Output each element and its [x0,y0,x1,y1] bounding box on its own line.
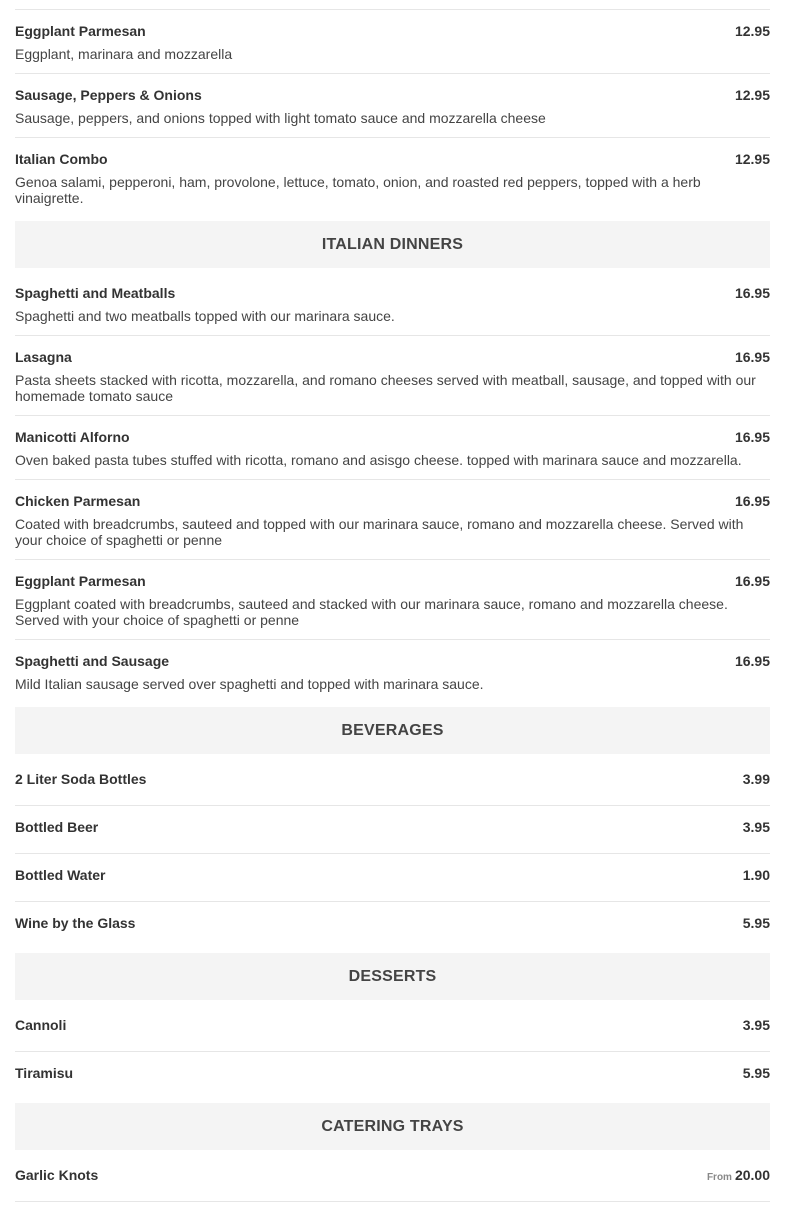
menu-item [15,854,770,902]
item-price: 16.95 [734,429,770,445]
menu-item [15,1150,770,1202]
item-price: 16.95 [734,349,770,365]
item-price: 5.95 [742,1065,770,1081]
menu-item [15,1052,770,1103]
item-name: Lasagna [15,349,72,365]
item-description: Spaghetti and two meatballs topped with our marinara sauce. [15,308,395,324]
item-name: Eggplant Parmesan [15,23,146,39]
item-name: Cannoli [15,1017,67,1033]
item-price: 3.99 [742,771,770,787]
menu-section [15,221,770,707]
item-name: Chicken Parmesan [15,493,141,509]
menu-item [15,902,770,953]
item-name: Garlic Knots [15,1167,99,1183]
item-name: Eggplant Parmesan [15,573,146,589]
item-price: 1.90 [742,867,770,883]
item-name: 2 Liter Soda Bottles [15,771,147,787]
menu-item [15,336,770,416]
section-header: BEVERAGES [15,707,770,754]
item-name: Wine by the Glass [15,915,136,931]
item-name: Manicotti Alforno [15,429,130,445]
menu-item [15,754,770,806]
menu-item [15,416,770,480]
item-description: Genoa salami, pepperoni, ham, provolone, lettuce, tomato, onion, and roasted red peppers, topped with a herb vinaigrette. [15,174,701,206]
item-name: Tiramisu [15,1065,74,1081]
menu-item [15,560,770,640]
menu-section [15,10,770,221]
menu-item [15,480,770,560]
menu-item [15,1000,770,1052]
price-prefix: From [706,1172,732,1183]
section-header: DESSERTS [15,953,770,1000]
menu [15,9,770,1202]
menu-item [15,806,770,854]
item-price: 3.95 [742,819,770,835]
item-price: 12.95 [734,151,770,167]
item-name: Spaghetti and Meatballs [15,285,176,301]
item-price-group [707,1167,770,1186]
item-description: Eggplant coated with breadcrumbs, sauteed and stacked with our marinara sauce, romano and mozzarella cheese. Served with your choice of spaghetti or penne [15,596,728,628]
menu-item [15,640,770,707]
item-description: Sausage, peppers, and onions topped with light tomato sauce and mozzarella cheese [15,110,546,126]
item-price: 12.95 [734,87,770,103]
item-description: Eggplant, marinara and mozzarella [15,46,233,62]
item-name: Italian Combo [15,151,108,167]
item-price: 3.95 [742,1017,770,1033]
item-price: 16.95 [734,653,770,669]
item-price: 16.95 [734,285,770,301]
item-name: Sausage, Peppers & Onions [15,87,202,103]
item-description: Coated with breadcrumbs, sauteed and topped with our marinara sauce, romano and mozzarella cheese. Served with your choice of spaghetti or penne [15,516,744,548]
menu-item [15,268,770,336]
item-name: Bottled Water [15,867,106,883]
item-price: 16.95 [734,573,770,589]
menu-section [15,707,770,953]
item-price: 16.95 [734,493,770,509]
item-name: Bottled Beer [15,819,99,835]
item-description: Oven baked pasta tubes stuffed with ricotta, romano and asisgo cheese. topped with marinara sauce and mozzarella. [15,452,742,468]
section-header: ITALIAN DINNERS [15,221,770,268]
menu-section [15,953,770,1103]
item-description: Mild Italian sausage served over spaghetti and topped with marinara sauce. [15,676,484,692]
item-price: 12.95 [734,23,770,39]
item-name: Spaghetti and Sausage [15,653,170,669]
item-price: 5.95 [742,915,770,931]
menu-item [15,138,770,221]
item-description: Pasta sheets stacked with ricotta, mozzarella, and romano cheeses served with meatball, sausage, and topped with our homemade tomato sauce [15,372,756,404]
menu-item [15,74,770,138]
section-header: CATERING TRAYS [15,1103,770,1150]
menu-item [15,10,770,74]
item-price: 20.00 [734,1167,770,1183]
menu-section [15,1103,770,1202]
